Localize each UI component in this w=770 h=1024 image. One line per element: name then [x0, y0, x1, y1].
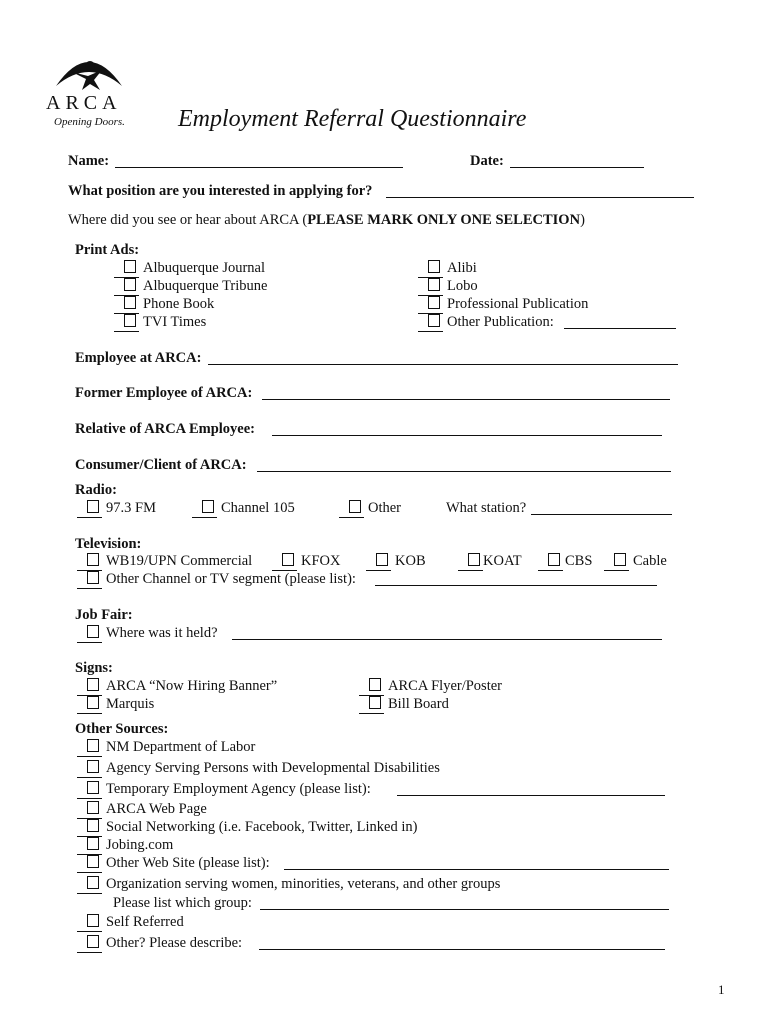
- job-fair-field[interactable]: [232, 625, 662, 640]
- checkbox-icon[interactable]: [87, 678, 99, 691]
- checkbox-icon[interactable]: [428, 314, 440, 327]
- sign-option[interactable]: Marquis: [77, 696, 154, 714]
- checkbox-icon[interactable]: [124, 296, 136, 309]
- checkbox-icon[interactable]: [428, 278, 440, 291]
- checkbox-icon[interactable]: [468, 553, 480, 566]
- checkbox-icon[interactable]: [87, 553, 99, 566]
- source-option[interactable]: Social Networking (i.e. Facebook, Twitter, Linked in): [77, 819, 417, 837]
- checkbox-icon[interactable]: [87, 876, 99, 889]
- sign-option[interactable]: ARCA Flyer/Poster: [359, 678, 502, 696]
- tv-option[interactable]: KFOX: [272, 553, 340, 571]
- station-label: What station?: [446, 500, 527, 516]
- page-number: 1: [718, 982, 725, 997]
- name-field[interactable]: [115, 153, 403, 168]
- tv-option[interactable]: KOB: [366, 553, 426, 571]
- source-option[interactable]: ARCA Web Page: [77, 801, 207, 819]
- checkbox-icon[interactable]: [369, 696, 381, 709]
- checkbox-icon[interactable]: [124, 314, 136, 327]
- temp-agency-field[interactable]: [397, 781, 665, 796]
- position-field[interactable]: [386, 183, 694, 198]
- tv-option[interactable]: WB19/UPN Commercial: [77, 553, 252, 571]
- source-option[interactable]: Other Web Site (please list):: [77, 855, 270, 873]
- group-list-field[interactable]: [260, 895, 669, 910]
- checkbox-icon[interactable]: [369, 678, 381, 691]
- radio-option[interactable]: Channel 105: [192, 500, 295, 518]
- consumer-field[interactable]: [257, 457, 671, 472]
- other-sources-label: Other Sources:: [75, 721, 169, 737]
- television-label: Television:: [75, 536, 142, 552]
- name-label: Name:: [68, 153, 110, 169]
- checkbox-icon[interactable]: [87, 855, 99, 868]
- radio-option[interactable]: Other: [339, 500, 401, 518]
- date-label: Date:: [470, 153, 504, 169]
- former-employee-field[interactable]: [262, 385, 670, 400]
- job-fair-label: Job Fair:: [75, 607, 133, 623]
- checkbox-icon[interactable]: [548, 553, 560, 566]
- checkbox-icon[interactable]: [87, 760, 99, 773]
- checkbox-icon[interactable]: [282, 553, 294, 566]
- print-ad-option[interactable]: Alibi: [418, 260, 477, 278]
- former-employee-label: Former Employee of ARCA:: [75, 385, 253, 401]
- checkbox-icon[interactable]: [87, 781, 99, 794]
- checkbox-icon[interactable]: [349, 500, 361, 513]
- checkbox-icon[interactable]: [428, 296, 440, 309]
- logo-tagline: Opening Doors.: [54, 116, 125, 128]
- consumer-label: Consumer/Client of ARCA:: [75, 457, 247, 473]
- checkbox-icon[interactable]: [87, 571, 99, 584]
- print-ad-option[interactable]: Professional Publication: [418, 296, 588, 314]
- checkbox-icon[interactable]: [614, 553, 626, 566]
- print-ad-option[interactable]: TVI Times: [114, 314, 206, 332]
- checkbox-icon[interactable]: [87, 837, 99, 850]
- tv-option[interactable]: KOAT: [458, 553, 522, 571]
- checkbox-icon[interactable]: [124, 260, 136, 273]
- print-ads-label: Print Ads:: [75, 242, 140, 258]
- position-label: What position are you interested in applying for?: [68, 183, 373, 199]
- date-field[interactable]: [510, 153, 644, 168]
- other-website-field[interactable]: [284, 855, 669, 870]
- source-option[interactable]: Jobing.com: [77, 837, 173, 855]
- checkbox-icon[interactable]: [87, 500, 99, 513]
- other-describe-field[interactable]: [259, 935, 665, 950]
- print-ad-option[interactable]: Other Publication:: [418, 314, 554, 332]
- group-list-label: Please list which group:: [113, 895, 252, 911]
- checkbox-icon[interactable]: [87, 739, 99, 752]
- radio-label: Radio:: [75, 482, 117, 498]
- logo-figure-icon: [44, 46, 134, 96]
- station-field[interactable]: [531, 500, 672, 515]
- source-option[interactable]: Organization serving women, minorities, veterans, and other groups: [77, 876, 500, 894]
- tv-option[interactable]: CBS: [538, 553, 592, 571]
- signs-label: Signs:: [75, 660, 113, 676]
- other-describe-option[interactable]: Other? Please describe:: [77, 935, 242, 953]
- arca-logo: [44, 46, 134, 136]
- sign-option[interactable]: ARCA “Now Hiring Banner”: [77, 678, 277, 696]
- checkbox-icon[interactable]: [87, 801, 99, 814]
- tv-option[interactable]: Cable: [604, 553, 667, 571]
- print-ad-option[interactable]: Lobo: [418, 278, 478, 296]
- checkbox-icon[interactable]: [124, 278, 136, 291]
- source-option[interactable]: Temporary Employment Agency (please list):: [77, 781, 371, 799]
- checkbox-icon[interactable]: [376, 553, 388, 566]
- radio-option[interactable]: 97.3 FM: [77, 500, 156, 518]
- checkbox-icon[interactable]: [202, 500, 214, 513]
- tv-other-option[interactable]: Other Channel or TV segment (please list):: [77, 571, 356, 589]
- checkbox-icon[interactable]: [87, 819, 99, 832]
- relative-label: Relative of ARCA Employee:: [75, 421, 256, 437]
- employee-label: Employee at ARCA:: [75, 350, 202, 366]
- page-title: Employment Referral Questionnaire: [178, 106, 527, 132]
- source-option[interactable]: Agency Serving Persons with Developmental Disabilities: [77, 760, 440, 778]
- print-ad-option[interactable]: Albuquerque Journal: [114, 260, 265, 278]
- employee-field[interactable]: [208, 350, 678, 365]
- checkbox-icon[interactable]: [428, 260, 440, 273]
- sign-option[interactable]: Bill Board: [359, 696, 449, 714]
- print-ad-option[interactable]: Phone Book: [114, 296, 214, 314]
- checkbox-icon[interactable]: [87, 625, 99, 638]
- other-publication-field[interactable]: [564, 314, 676, 329]
- tv-other-field[interactable]: [375, 571, 657, 586]
- relative-field[interactable]: [272, 421, 662, 436]
- instruction: Where did you see or hear about ARCA (PLEASE MARK ONLY ONE SELECTION): [68, 212, 585, 228]
- self-referred-option[interactable]: Self Referred: [77, 914, 184, 932]
- print-ad-option[interactable]: Albuquerque Tribune: [114, 278, 267, 296]
- source-option[interactable]: NM Department of Labor: [77, 739, 255, 757]
- job-fair-option[interactable]: Where was it held?: [77, 625, 218, 643]
- checkbox-icon[interactable]: [87, 935, 99, 948]
- checkbox-icon[interactable]: [87, 914, 99, 927]
- logo-name: ARCA: [46, 92, 122, 114]
- checkbox-icon[interactable]: [87, 696, 99, 709]
